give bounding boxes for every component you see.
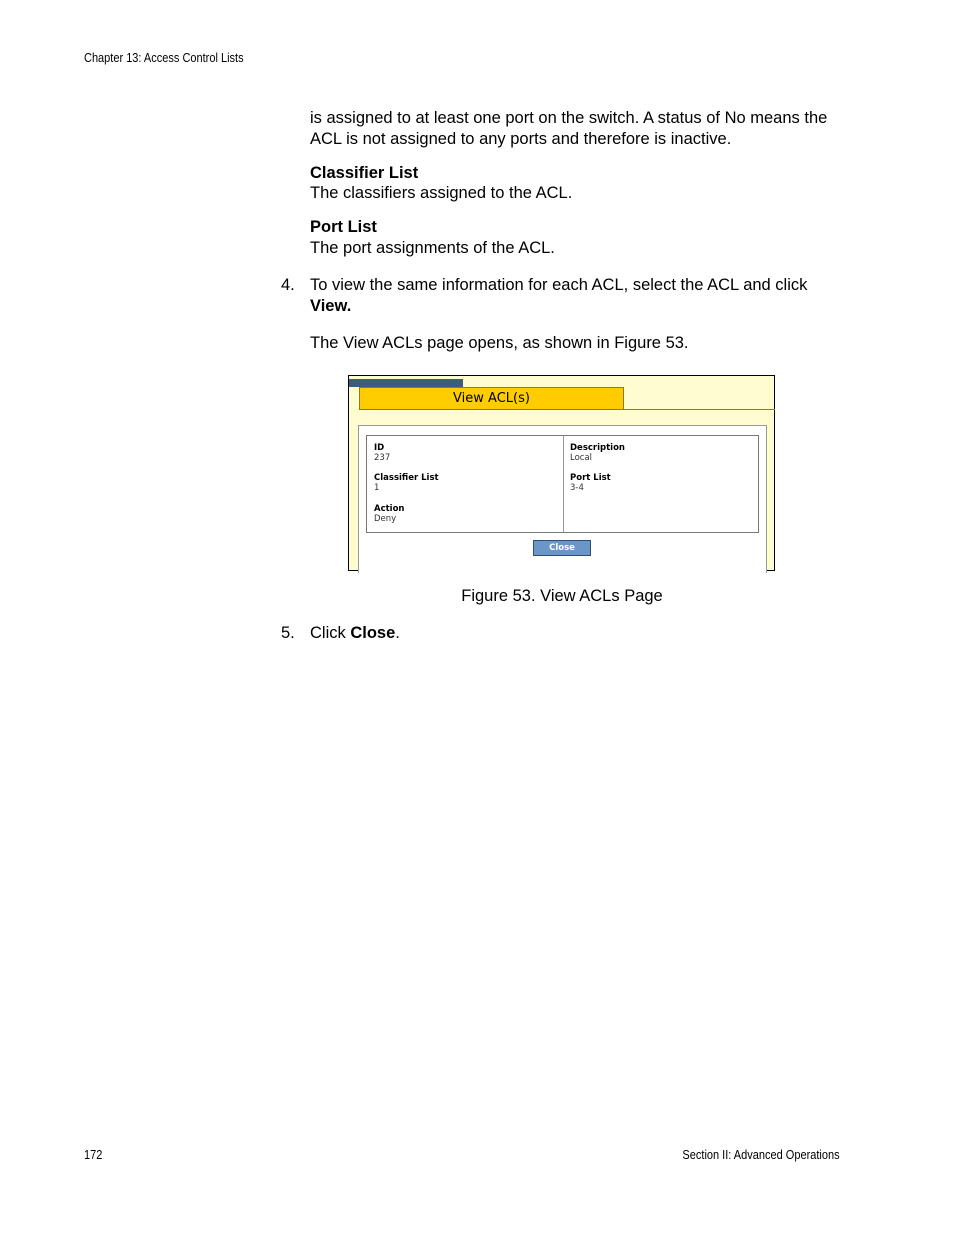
column-divider bbox=[563, 436, 564, 532]
page-number: 172 bbox=[84, 1148, 103, 1162]
step-5-period: . bbox=[395, 624, 400, 642]
view-acls-tab: View ACL(s) bbox=[359, 387, 624, 410]
action-field bbox=[374, 504, 405, 524]
step-4-view-label: View. bbox=[310, 297, 352, 315]
tab-underline bbox=[624, 409, 775, 410]
classifier-list-description: The classifiers assigned to the ACL. bbox=[310, 184, 573, 202]
port-list-heading: Port List bbox=[310, 218, 377, 236]
id-field bbox=[374, 443, 390, 463]
step-5-text bbox=[310, 623, 850, 644]
step-4-number: 4. bbox=[281, 276, 295, 294]
classifier-list-heading: Classifier List bbox=[310, 164, 419, 182]
classifier-value: 1 bbox=[374, 483, 380, 493]
footer-section: Section II: Advanced Operations bbox=[682, 1148, 840, 1162]
classifier-label: Classifier List bbox=[374, 473, 439, 483]
acl-detail-box bbox=[366, 435, 759, 533]
id-value: 237 bbox=[374, 453, 391, 463]
view-acls-figure bbox=[348, 375, 775, 571]
step-4-text bbox=[310, 275, 850, 317]
description-field bbox=[570, 443, 625, 463]
action-label: Action bbox=[374, 504, 405, 514]
port-list-field bbox=[570, 473, 611, 493]
description-value: Local bbox=[570, 453, 593, 463]
id-label: ID bbox=[374, 443, 385, 453]
figure-top-bar bbox=[349, 379, 463, 387]
acl-detail-panel bbox=[358, 425, 767, 573]
step-5-number: 5. bbox=[281, 624, 295, 642]
close-button[interactable]: Close bbox=[533, 540, 591, 556]
port-list-label: Port List bbox=[570, 473, 611, 483]
intro-paragraph: is assigned to at least one port on the switch. A status of No means the ACL is not assigned to any ports and therefore is inactive. bbox=[310, 109, 828, 148]
figure-caption: Figure 53. View ACLs Page bbox=[461, 587, 663, 605]
view-page-opens-text: The View ACLs page opens, as shown in Figure 53. bbox=[310, 334, 689, 352]
page-header-chapter: Chapter 13: Access Control Lists bbox=[84, 51, 244, 65]
port-list-description: The port assignments of the ACL. bbox=[310, 239, 555, 257]
action-value: Deny bbox=[374, 514, 397, 524]
step-5-instruction: Click bbox=[310, 624, 351, 642]
step-4-instruction: To view the same information for each ACL, select the ACL and click bbox=[310, 276, 808, 294]
description-label: Description bbox=[570, 443, 625, 453]
port-list-value: 3-4 bbox=[570, 483, 584, 493]
classifier-field bbox=[374, 473, 439, 493]
step-5-close-label: Close bbox=[350, 624, 396, 642]
